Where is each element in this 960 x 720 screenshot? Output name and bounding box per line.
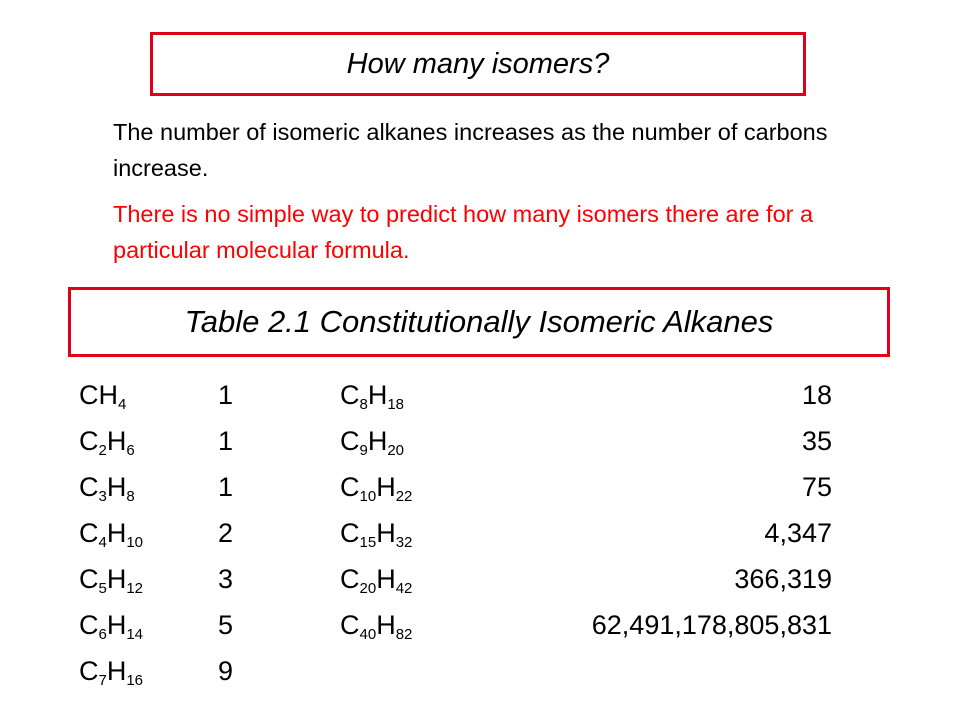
intro-paragraph: The number of isomeric alkanes increases as the number of carbons increase.	[113, 119, 828, 181]
table-title: Table 2.1 Constitutionally Isomeric Alkanes	[184, 304, 774, 339]
table-row	[0, 602, 960, 648]
molecular-formula: $CH_4$	[79, 380, 127, 413]
table-row	[0, 372, 960, 418]
table-row	[0, 556, 960, 602]
isomer-count: 2	[218, 518, 234, 548]
emphasis-paragraph: There is no simple way to predict how many isomers there are for a particular molecular formula.	[113, 201, 814, 263]
isomer-count: 18	[801, 380, 832, 410]
molecular-formula: $C_{20}H_{42}$	[340, 564, 413, 597]
table-title-box	[68, 287, 890, 357]
molecular-formula: $C_3H_8$	[79, 472, 135, 505]
molecular-formula: $C_5H_{12}$	[79, 564, 144, 597]
table-row	[0, 510, 960, 556]
table-row	[0, 418, 960, 464]
isomer-count: 35	[801, 426, 832, 456]
isomer-count: 1	[218, 472, 234, 502]
slide-title: How many isomers?	[346, 47, 610, 80]
isomer-count: 366,319	[734, 564, 832, 594]
molecular-formula: $C_8H_{18}$	[340, 380, 405, 413]
isomer-count: 75	[801, 472, 832, 502]
molecular-formula: $C_9H_{20}$	[340, 426, 405, 459]
molecular-formula: $C_2H_6$	[79, 426, 135, 459]
table-row	[0, 464, 960, 510]
isomer-count: 1	[218, 426, 234, 456]
isomer-count: 9	[218, 656, 234, 686]
molecular-formula: $C_6H_{14}$	[79, 610, 144, 643]
molecular-formula: $C_{40}H_{82}$	[340, 610, 413, 643]
isomer-count: 5	[218, 610, 234, 640]
molecular-formula: $C_{10}H_{22}$	[340, 472, 413, 505]
molecular-formula: $C_{15}H_{32}$	[340, 518, 413, 551]
molecular-formula: $C_7H_{16}$	[79, 656, 144, 689]
isomer-count: 62,491,178,805,831	[591, 610, 832, 640]
table-row	[0, 648, 960, 694]
isomer-count: 4,347	[764, 518, 832, 548]
isomer-count: 1	[218, 380, 234, 410]
molecular-formula: $C_4H_{10}$	[79, 518, 144, 551]
isomer-count: 3	[218, 564, 234, 594]
title-box	[150, 32, 806, 96]
